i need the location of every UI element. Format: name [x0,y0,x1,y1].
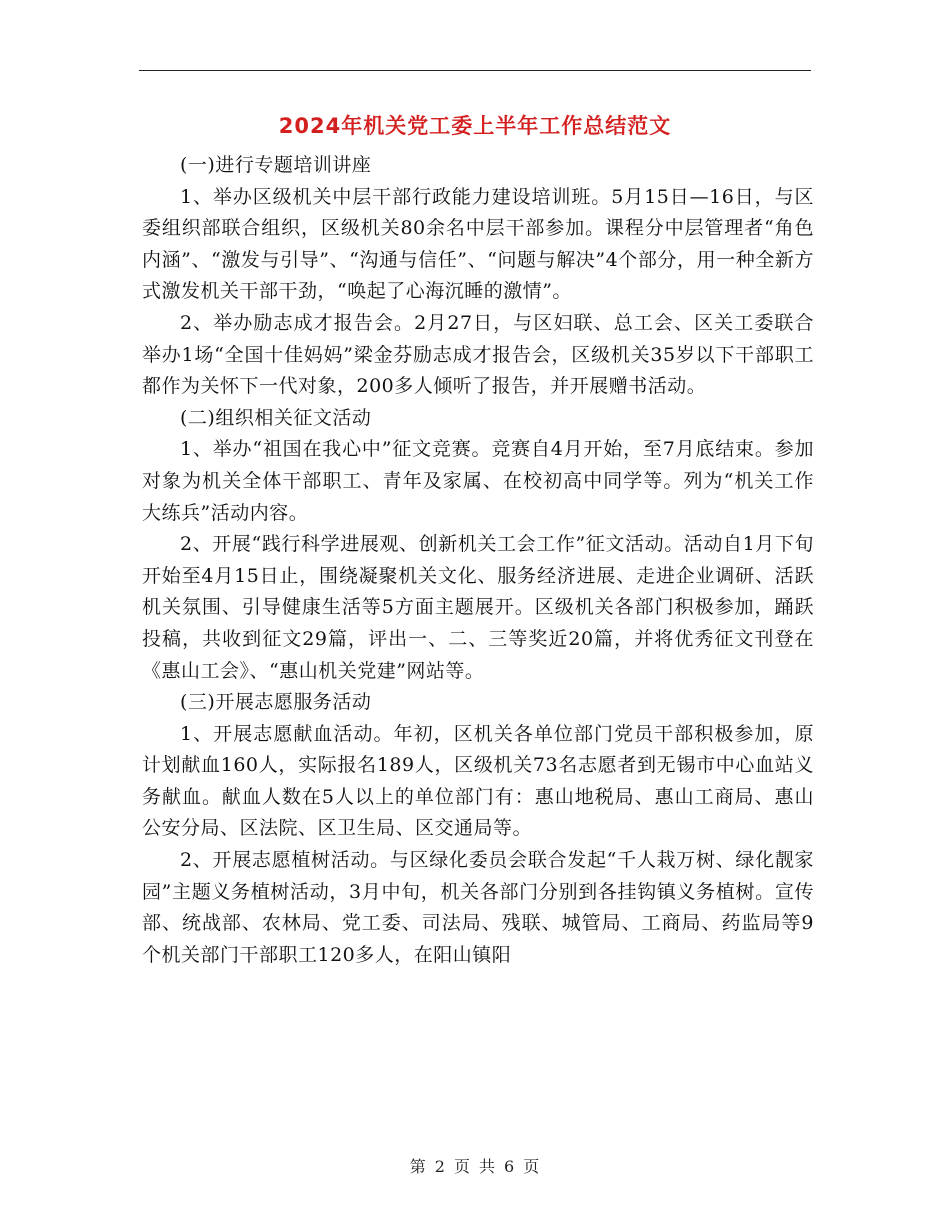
paragraph: 1、开展志愿献血活动。年初，区机关各单位部门党员干部积极参加，原计划献血160人，实际报名189人，区级机关73名志愿者到无锡市中心血站义务献血。献血人数在5人以上的单位部门有：惠山地税局、惠山工商局、惠山公安分局、区法院、区卫生局、区交通局等。 [142,722,814,840]
paragraph: 1、举办“祖国在我心中”征文竞赛。竞赛自4月开始，至7月底结束。参加对象为机关全体干部职工、青年及家属、在校初高中同学等。列为“机关工作大练兵”活动内容。 [142,438,814,524]
document-body [142,150,814,971]
footer-total-word: 共 [479,1157,497,1176]
header-rule [139,70,811,71]
section-heading-2: (二)组织相关征文活动 [180,406,372,429]
paragraph: 2、开展志愿植树活动。与区绿化委员会联合发起“千人栽万树、绿化靓家园”主题义务植树活动，3月中旬，机关各部门分别到各挂钩镇义务植树。宣传部、统战部、农林局、党工委、司法局、残联、城管局、工商局、药监局等9个机关部门干部职工120多人，在阳山镇阳 [142,849,814,966]
footer-page-word: 页 [453,1157,471,1176]
paragraph: 2、开展“践行科学进展观、创新机关工会工作”征文活动。活动自1月下旬开始至4月15日止，围绕凝聚机关文化、服务经济进展、走进企业调研、活跃机关氛围、引导健康生活等5方面主题展开。区级机关各部门积极参加，踊跃投稿，共收到征文29篇，评出一、二、三等奖近20篇，并将优秀征文刊登在《惠山工会》、“惠山机关党建”网站等。 [142,533,814,682]
section-heading-1: (一)进行专题培训讲座 [180,154,372,176]
footer-prefix: 第 [409,1157,427,1176]
section-heading-3: (三)开展志愿服务活动 [180,691,372,714]
paragraph: 1、举办区级机关中层干部行政能力建设培训班。5月15日—16日，与区委组织部联合组织，区级机关80余名中层干部参加。课程分中层管理者“角色内涵”、“激发与引导”、“沟通与信任”、“问题与解决”4个部分，用一种全新方式激发机关干部干劲，“唤起了心海沉睡的激情”。 [142,185,814,303]
paragraph: 2、举办励志成才报告会。2月27日，与区妇联、总工会、区关工委联合举办1场“全国十佳妈妈”梁金芬励志成才报告会，区级机关35岁以下干部职工都作为关怀下一代对象，200多人倾听了报告，并开展赠书活动。 [142,311,814,398]
page-footer [0,1154,950,1177]
footer-page-number: 2 [434,1157,446,1176]
footer-total-pages: 6 [504,1157,516,1176]
document-title: 2024年机关党工委上半年工作总结范文 [278,114,672,138]
footer-suffix: 页 [523,1157,541,1176]
